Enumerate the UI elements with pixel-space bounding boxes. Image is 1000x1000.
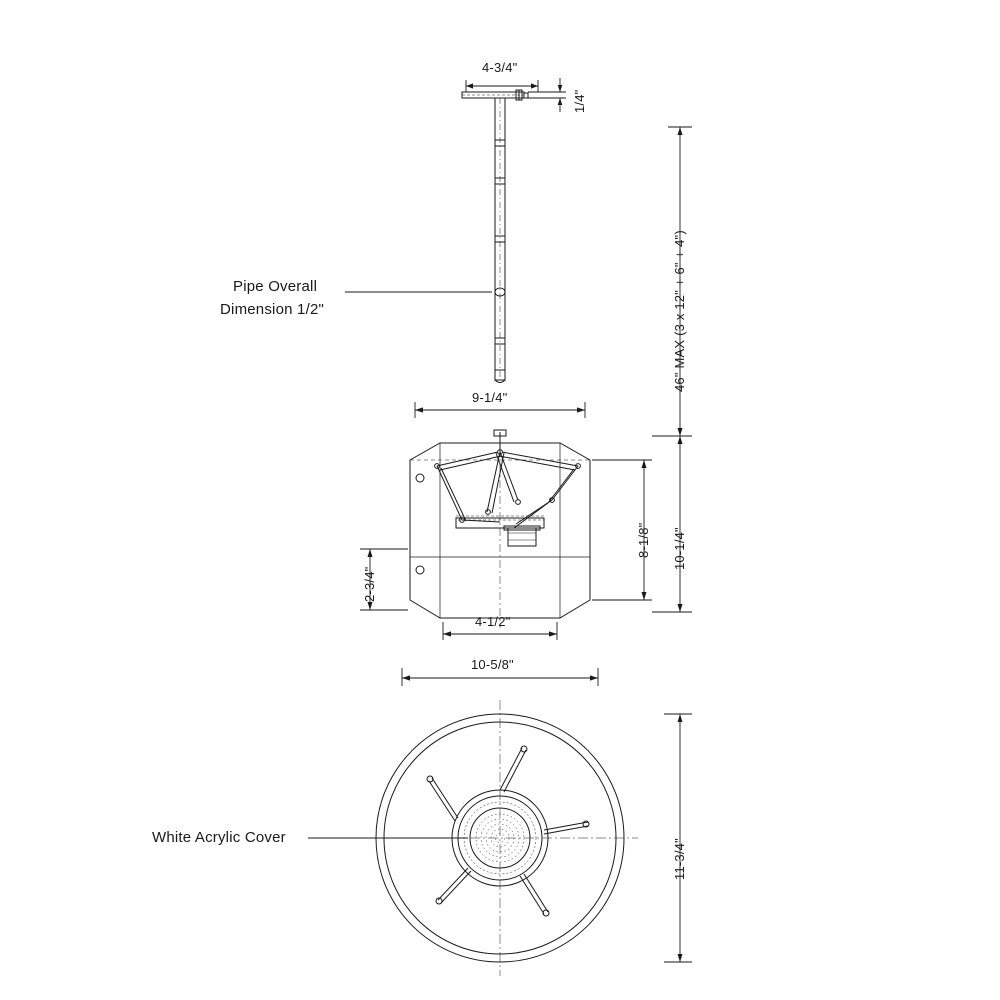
callout-white-acrylic-cover: White Acrylic Cover (152, 829, 286, 846)
shade-body (410, 432, 590, 628)
callout-pipe-overall-line1: Pipe Overall (233, 278, 318, 295)
dim-label-max-drop: 46" MAX (3 x 12" + 6" + 4") (672, 230, 687, 392)
dim-label-shade-top-width: 9-1/4" (472, 390, 508, 405)
dim-label-canopy-height: 1/4" (572, 89, 587, 113)
dim-label-shade-body-height: 8-1/8" (636, 522, 651, 558)
dim-label-bottom-opening: 4-1/2" (475, 614, 511, 629)
callout-pipe-overall-line2: Dimension 1/2" (220, 301, 325, 318)
dim-label-canopy-width: 4-3/4" (482, 60, 518, 75)
dim-label-overall-width: 10-5/8" (471, 657, 514, 672)
stem-pipe (495, 98, 505, 383)
dim-label-fixture-height: 10-1/4" (672, 527, 687, 570)
scissor-arm-mechanism (435, 430, 581, 546)
dim-canopy-width (466, 80, 538, 92)
dim-label-plan-diameter: 11-3/4" (672, 838, 687, 880)
dim-canopy-height (528, 78, 566, 112)
dim-fixture-height (652, 436, 692, 612)
dim-label-lower-band-height: 2-3/4" (362, 566, 377, 602)
